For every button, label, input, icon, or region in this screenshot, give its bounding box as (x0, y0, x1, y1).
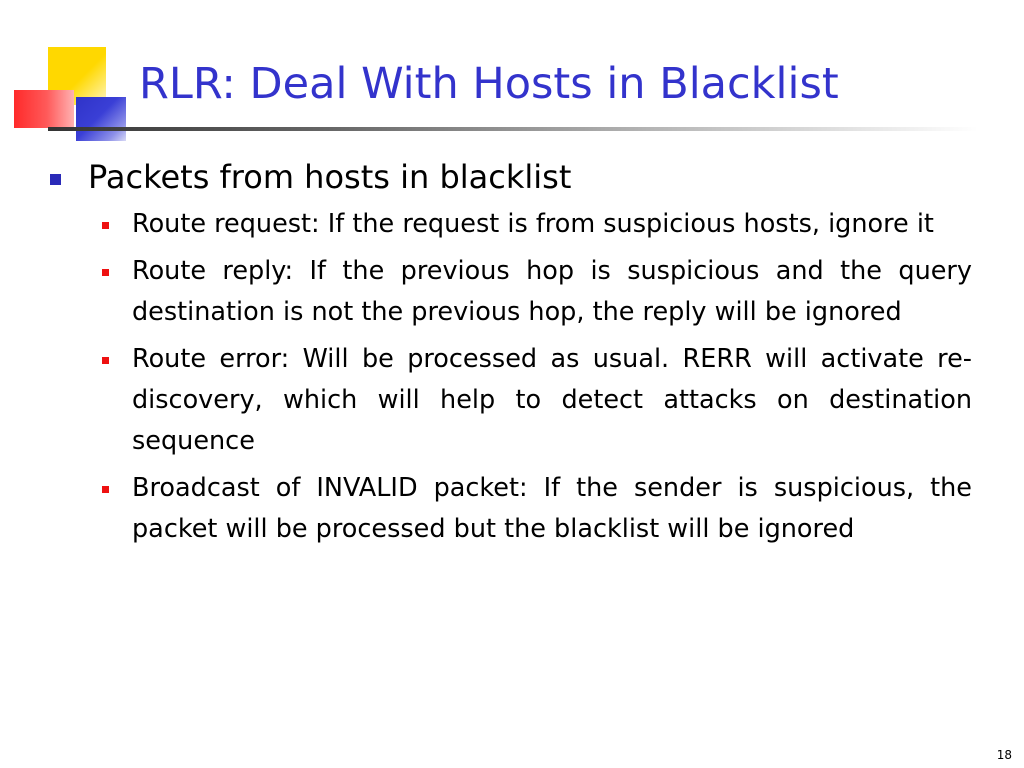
main-bullet-text: Packets from hosts in blacklist (88, 158, 572, 196)
square-bullet-icon (102, 357, 109, 364)
decorative-red-bar (14, 90, 74, 128)
square-bullet-icon (102, 486, 109, 493)
sub-bullet-item-broadcast-invalid (102, 468, 972, 550)
sub-bullet-text: Broadcast of INVALID packet: If the sender is suspicious, the packet will be processed but the blacklist will be ignored (132, 473, 972, 544)
decorative-blue-square (76, 97, 126, 141)
page-number: 18 (996, 748, 1012, 762)
sub-bullet-item-route-error (102, 339, 972, 462)
sub-bullet-text: Route error: Will be processed as usual. RERR will activate re-discovery, which will help to detect attacks on destination sequence (132, 344, 972, 456)
slide-title: RLR: Deal With Hosts in Blacklist (139, 59, 839, 109)
square-bullet-icon (102, 222, 109, 229)
slide-content (50, 154, 972, 556)
square-bullet-icon (50, 174, 61, 185)
sub-bullet-item-route-request (102, 204, 972, 245)
sub-bullet-text: Route reply: If the previous hop is suspicious and the query destination is not the previous hop, the reply will be ignored (132, 256, 972, 327)
main-bullet-item (50, 154, 972, 200)
sub-bullet-text: Route request: If the request is from suspicious hosts, ignore it (132, 209, 934, 239)
sub-bullet-item-route-reply (102, 251, 972, 333)
title-underline (48, 127, 978, 131)
square-bullet-icon (102, 269, 109, 276)
sub-bullet-list (102, 204, 972, 550)
